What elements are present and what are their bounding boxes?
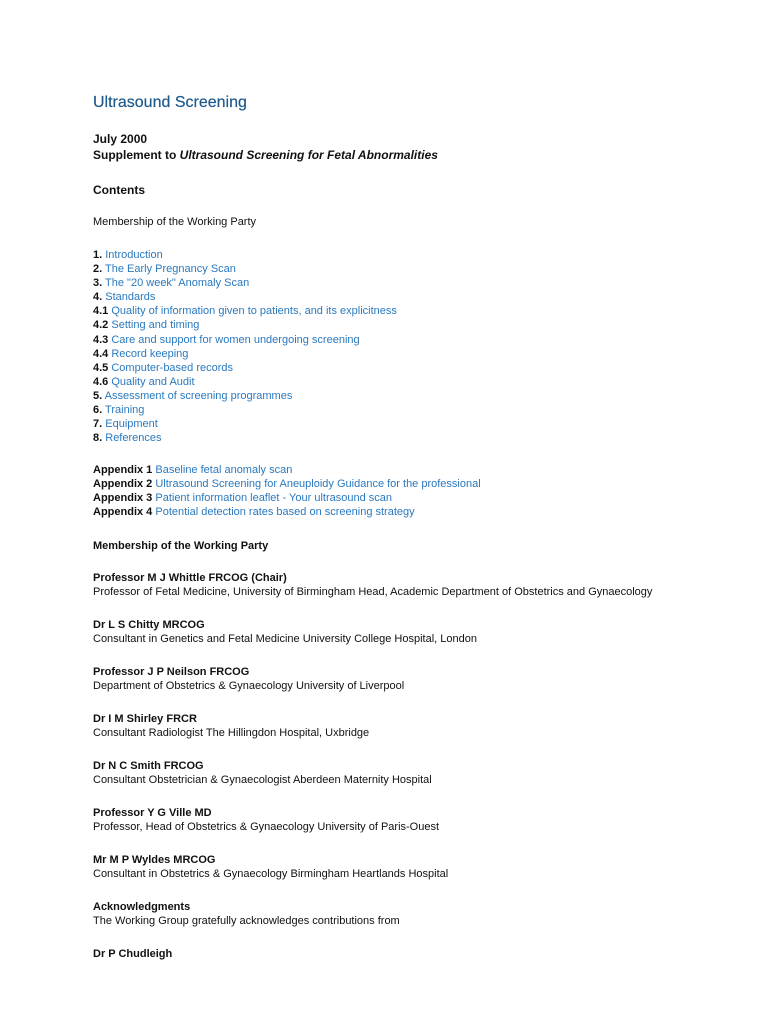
- member-entry: [93, 806, 713, 835]
- appendix-link[interactable]: Ultrasound Screening for Aneuploidy Guidance for the professional: [155, 478, 481, 491]
- member-role: Consultant Obstetrician & Gynaecologist Aberdeen Maternity Hospital: [93, 773, 432, 786]
- member-role: Department of Obstetrics & Gynaecology University of Liverpool: [93, 679, 405, 692]
- membership-link[interactable]: Membership of the Working Party: [93, 216, 257, 228]
- toc-link[interactable]: Introduction: [105, 249, 163, 261]
- toc-link[interactable]: Quality and Audit: [111, 375, 195, 388]
- appendix-item: [93, 464, 713, 478]
- supplement-line: [93, 147, 713, 163]
- toc-number: 4.1: [93, 305, 109, 318]
- appendix-item: [93, 506, 713, 520]
- member-list: [93, 571, 713, 882]
- toc-number: 4.2: [93, 319, 109, 332]
- toc-item: [93, 248, 713, 262]
- toc-item: [93, 276, 713, 290]
- document-page: [93, 93, 713, 961]
- toc-link[interactable]: Quality of information given to patients, and its explicitness: [111, 305, 397, 318]
- toc-item: [93, 361, 713, 375]
- member-name: Professor Y G Ville MD: [93, 806, 212, 819]
- toc-number: 4.5: [93, 361, 109, 374]
- member-role: Professor, Head of Obstetrics & Gynaecology University of Paris-Ouest: [93, 820, 440, 833]
- toc-link[interactable]: The Early Pregnancy Scan: [105, 263, 236, 276]
- appendix-item: [93, 492, 713, 506]
- member-name: Dr I M Shirley FRCR: [93, 712, 197, 725]
- member-name: Professor J P Neilson FRCOG: [93, 665, 250, 678]
- member-role: Professor of Fetal Medicine, University of Birmingham Head, Academic Department of Obstetrics and Gynaecology: [93, 585, 653, 598]
- toc-item: [93, 318, 713, 332]
- toc-item: [93, 431, 713, 445]
- toc-item: [93, 304, 713, 318]
- appendix-link[interactable]: Patient information leaflet - Your ultrasound scan: [155, 491, 393, 504]
- toc-link[interactable]: Standards: [105, 291, 156, 304]
- acknowledged-name: Dr P Chudleigh: [93, 947, 173, 960]
- toc-link[interactable]: Assessment of screening programmes: [104, 389, 293, 402]
- appendix-number: Appendix 4: [93, 505, 153, 518]
- member-entry: [93, 759, 713, 788]
- appendix-link[interactable]: Baseline fetal anomaly scan: [155, 464, 293, 477]
- toc-item: [93, 417, 713, 431]
- member-role: Consultant Radiologist The Hillingdon Hospital, Uxbridge: [93, 726, 370, 739]
- supplement-prefix: Supplement to: [93, 148, 180, 162]
- member-name: Dr N C Smith FRCOG: [93, 759, 204, 772]
- toc-item: [93, 389, 713, 403]
- toc-number: 3.: [93, 277, 103, 290]
- toc-link[interactable]: The "20 week" Anomaly Scan: [105, 277, 250, 290]
- member-entry: [93, 571, 713, 600]
- toc-link[interactable]: Care and support for women undergoing screening: [111, 333, 360, 346]
- member-role: Consultant in Genetics and Fetal Medicine University College Hospital, London: [93, 632, 477, 645]
- contents-heading: Contents: [93, 183, 145, 197]
- toc-link[interactable]: Computer-based records: [111, 361, 234, 374]
- toc-number: 4.3: [93, 333, 109, 346]
- supplement-title: Ultrasound Screening for Fetal Abnormalities: [179, 148, 438, 162]
- toc-number: 6.: [93, 404, 103, 417]
- member-entry: [93, 618, 713, 647]
- toc-number: 1.: [93, 249, 103, 261]
- toc-item: [93, 347, 713, 361]
- toc-item: [93, 403, 713, 417]
- toc-number: 4.: [93, 291, 103, 304]
- acknowledged-person: [93, 947, 713, 961]
- member-role: Consultant in Obstetrics & Gynaecology Birmingham Heartlands Hospital: [93, 867, 449, 880]
- toc-item: [93, 262, 713, 276]
- toc-item: [93, 290, 713, 304]
- toc-link[interactable]: Training: [105, 404, 145, 417]
- toc-number: 7.: [93, 418, 103, 431]
- acknowledgments-section: [93, 900, 713, 929]
- publication-date: July 2000: [93, 132, 148, 146]
- toc-link[interactable]: Record keeping: [111, 347, 189, 360]
- page-title: Ultrasound Screening: [93, 94, 247, 111]
- table-of-contents: [93, 248, 713, 445]
- toc-number: 4.4: [93, 347, 109, 360]
- membership-heading: Membership of the Working Party: [93, 539, 269, 552]
- member-entry: [93, 665, 713, 694]
- appendix-number: Appendix 2: [93, 478, 153, 491]
- toc-number: 8.: [93, 432, 103, 445]
- toc-number: 2.: [93, 263, 103, 276]
- toc-number: 5.: [93, 389, 103, 402]
- acknowledgments-heading: Acknowledgments: [93, 900, 191, 913]
- toc-item: [93, 375, 713, 389]
- appendix-link[interactable]: Potential detection rates based on screening strategy: [155, 505, 415, 518]
- member-name: Dr L S Chitty MRCOG: [93, 618, 205, 631]
- acknowledgments-text: The Working Group gratefully acknowledges contributions from: [93, 914, 400, 927]
- member-name: Mr M P Wyldes MRCOG: [93, 853, 216, 866]
- appendix-number: Appendix 3: [93, 491, 153, 504]
- appendix-list: [93, 464, 713, 519]
- toc-link[interactable]: Setting and timing: [111, 319, 200, 332]
- toc-link[interactable]: Equipment: [105, 418, 158, 431]
- toc-item: [93, 333, 713, 347]
- member-entry: [93, 853, 713, 882]
- appendix-number: Appendix 1: [93, 464, 153, 477]
- member-entry: [93, 712, 713, 741]
- appendix-item: [93, 478, 713, 492]
- toc-number: 4.6: [93, 375, 109, 388]
- member-name: Professor M J Whittle FRCOG (Chair): [93, 571, 287, 584]
- toc-link[interactable]: References: [105, 432, 162, 445]
